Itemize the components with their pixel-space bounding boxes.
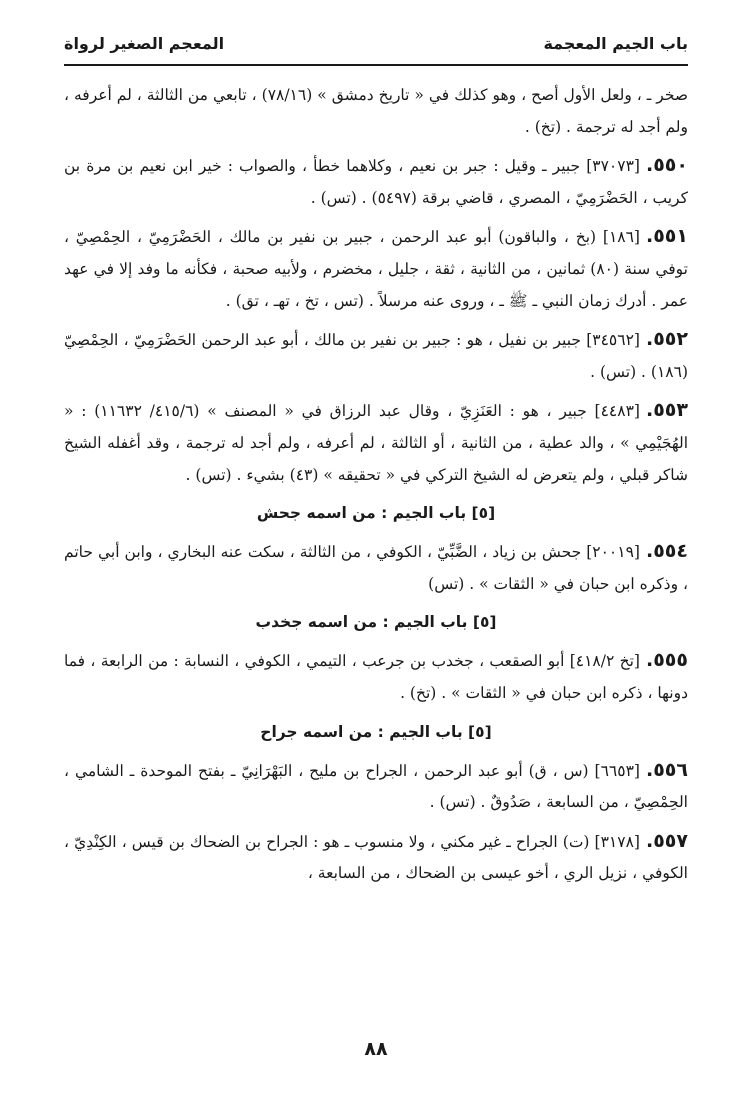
entry-text: [٣١٧٨] (ت) الجراح ـ غير مكني ، ولا منسوب ـ هو : الجراح بن الضحاك بن قيس ، الكِنْدِيّ ، الكوفي ، نزيل الري ، أخو عيسى بن الضحاك ، من السابعة ، [64,832,688,883]
entry-text: [٣٤٥٦٢] جبير بن نفيل ، هو : جبير بن نفير بن مالك ، أبو عبد الرحمن الحَضْرَمِيّ ، الحِمْصِيّ (١٨٦) . (تس) . [64,331,688,381]
page-body [64,80,688,897]
continuation-paragraph [64,80,688,143]
entry-number: ٥٥١. [645,225,688,248]
entry-paragraph [64,150,688,214]
entry-text: [١٨٦] (بخ ، والباقون) أبو عبد الرحمن ، جبير بن نفير بن مالك ، الحَضْرَمِيّ ، الحِمْصِيّ ، توفي سنة (٨٠) ثمانين ، من الثانية ، ثقة ، جليل ، مخضرم ، ولأبيه صحبة ، فكأنه ما وفد إلا في عهد عمر . أدرك زمان النبي ـ ﷺ ـ ، وروى عنه مرسلاً . (تس ، تخ ، تهـ ، تق) . [64,228,688,310]
entry-number: ٥٥٢. [645,328,688,351]
entry-number: ٥٥٥. [645,649,688,672]
entry-paragraph [64,755,688,819]
entry-text: [تخ ٤١٨/٢] أبو الصقعب ، جخدب بن جرعب ، التيمي ، الكوفي ، النسابة : من الرابعة ، فما دونها ، ذكره ابن حبان في « الثقات » . (تخ) . [64,652,688,702]
entry-text: [٢٠٠١٩] جحش بن زياد ، الضَّبِّيّ ، الكوفي ، من الثالثة ، سكت عنه البخاري ، وابن أبي حاتم ، وذكره ابن حبان في « الثقات » . (تس) [64,543,688,593]
entry-paragraph [64,826,688,890]
chapter-title: باب الجيم المعجمة [543,34,688,53]
entry-paragraph [64,324,688,388]
page-number: ٨٨ [364,1038,388,1060]
entry-paragraph [64,395,688,491]
entry-number: ٥٥٧. [645,829,688,852]
book-title: المعجم الصغير لرواة [64,34,225,53]
entry-paragraph [64,221,688,317]
section-heading: [٥] باب الجيم : من اسمه جحش [256,504,496,523]
entry-number: ٥٥٠. [645,154,688,177]
running-head [64,34,688,60]
entry-paragraph [64,645,688,709]
entry-text: صخر ـ ، ولعل الأول أصح ، وهو كذلك في « تاريخ دمشق » (٧٨/١٦) ، تابعي من الثالثة ، لم أعرفه ، ولم أجد له ترجمة . (تخ) . [64,86,688,136]
entry-paragraph [64,536,688,600]
entry-number: ٥٥٤. [645,540,688,563]
section-heading: [٥] باب الجيم : من اسمه جراح [260,722,492,741]
entry-number: ٥٥٦. [645,758,688,781]
entry-text: [٤٤٨٣] جبير ، هو : العَنَزِيّ ، وقال عبد الرزاق في « المصنف » (٤١٥/٦/ ١١٦٣٢) : « الهُجَيْمِي » ، والد عطية ، من الثانية ، أو الثالثة ، لم أعرفه ، ولم أجد له ترجمة ، وقد أغفله الشيخ شاكر قبلي ، ولم يتعرض له الشيخ التركي في « تحقيقه » (٤٣) بشيء . (تس) . [64,402,688,484]
entry-text: [٣٧٠٧٣] جبير ـ وقيل : جبر بن نعيم ، وكلاهما خطأ ، والصواب : خير ابن نعيم بن مرة بن كريب ، الحَضْرَمِيّ ، المصري ، قاضي برقة (٥٤٩٧) . (تس) . [64,157,688,207]
header-rule [64,64,688,66]
book-page [64,0,688,1096]
section-heading: [٥] باب الجيم : من اسمه جخدب [255,613,497,632]
entry-text: [٦٦٥٣] (س ، ق) أبو عبد الرحمن ، الجراح بن مليح ، البَهْرَانِيّ ـ بفتح الموحدة ـ الشامي ، الحِمْصِيّ ، من السابعة ، صَدُوقٌ . (تس) . [64,761,688,812]
entry-number: ٥٥٣. [645,399,688,422]
